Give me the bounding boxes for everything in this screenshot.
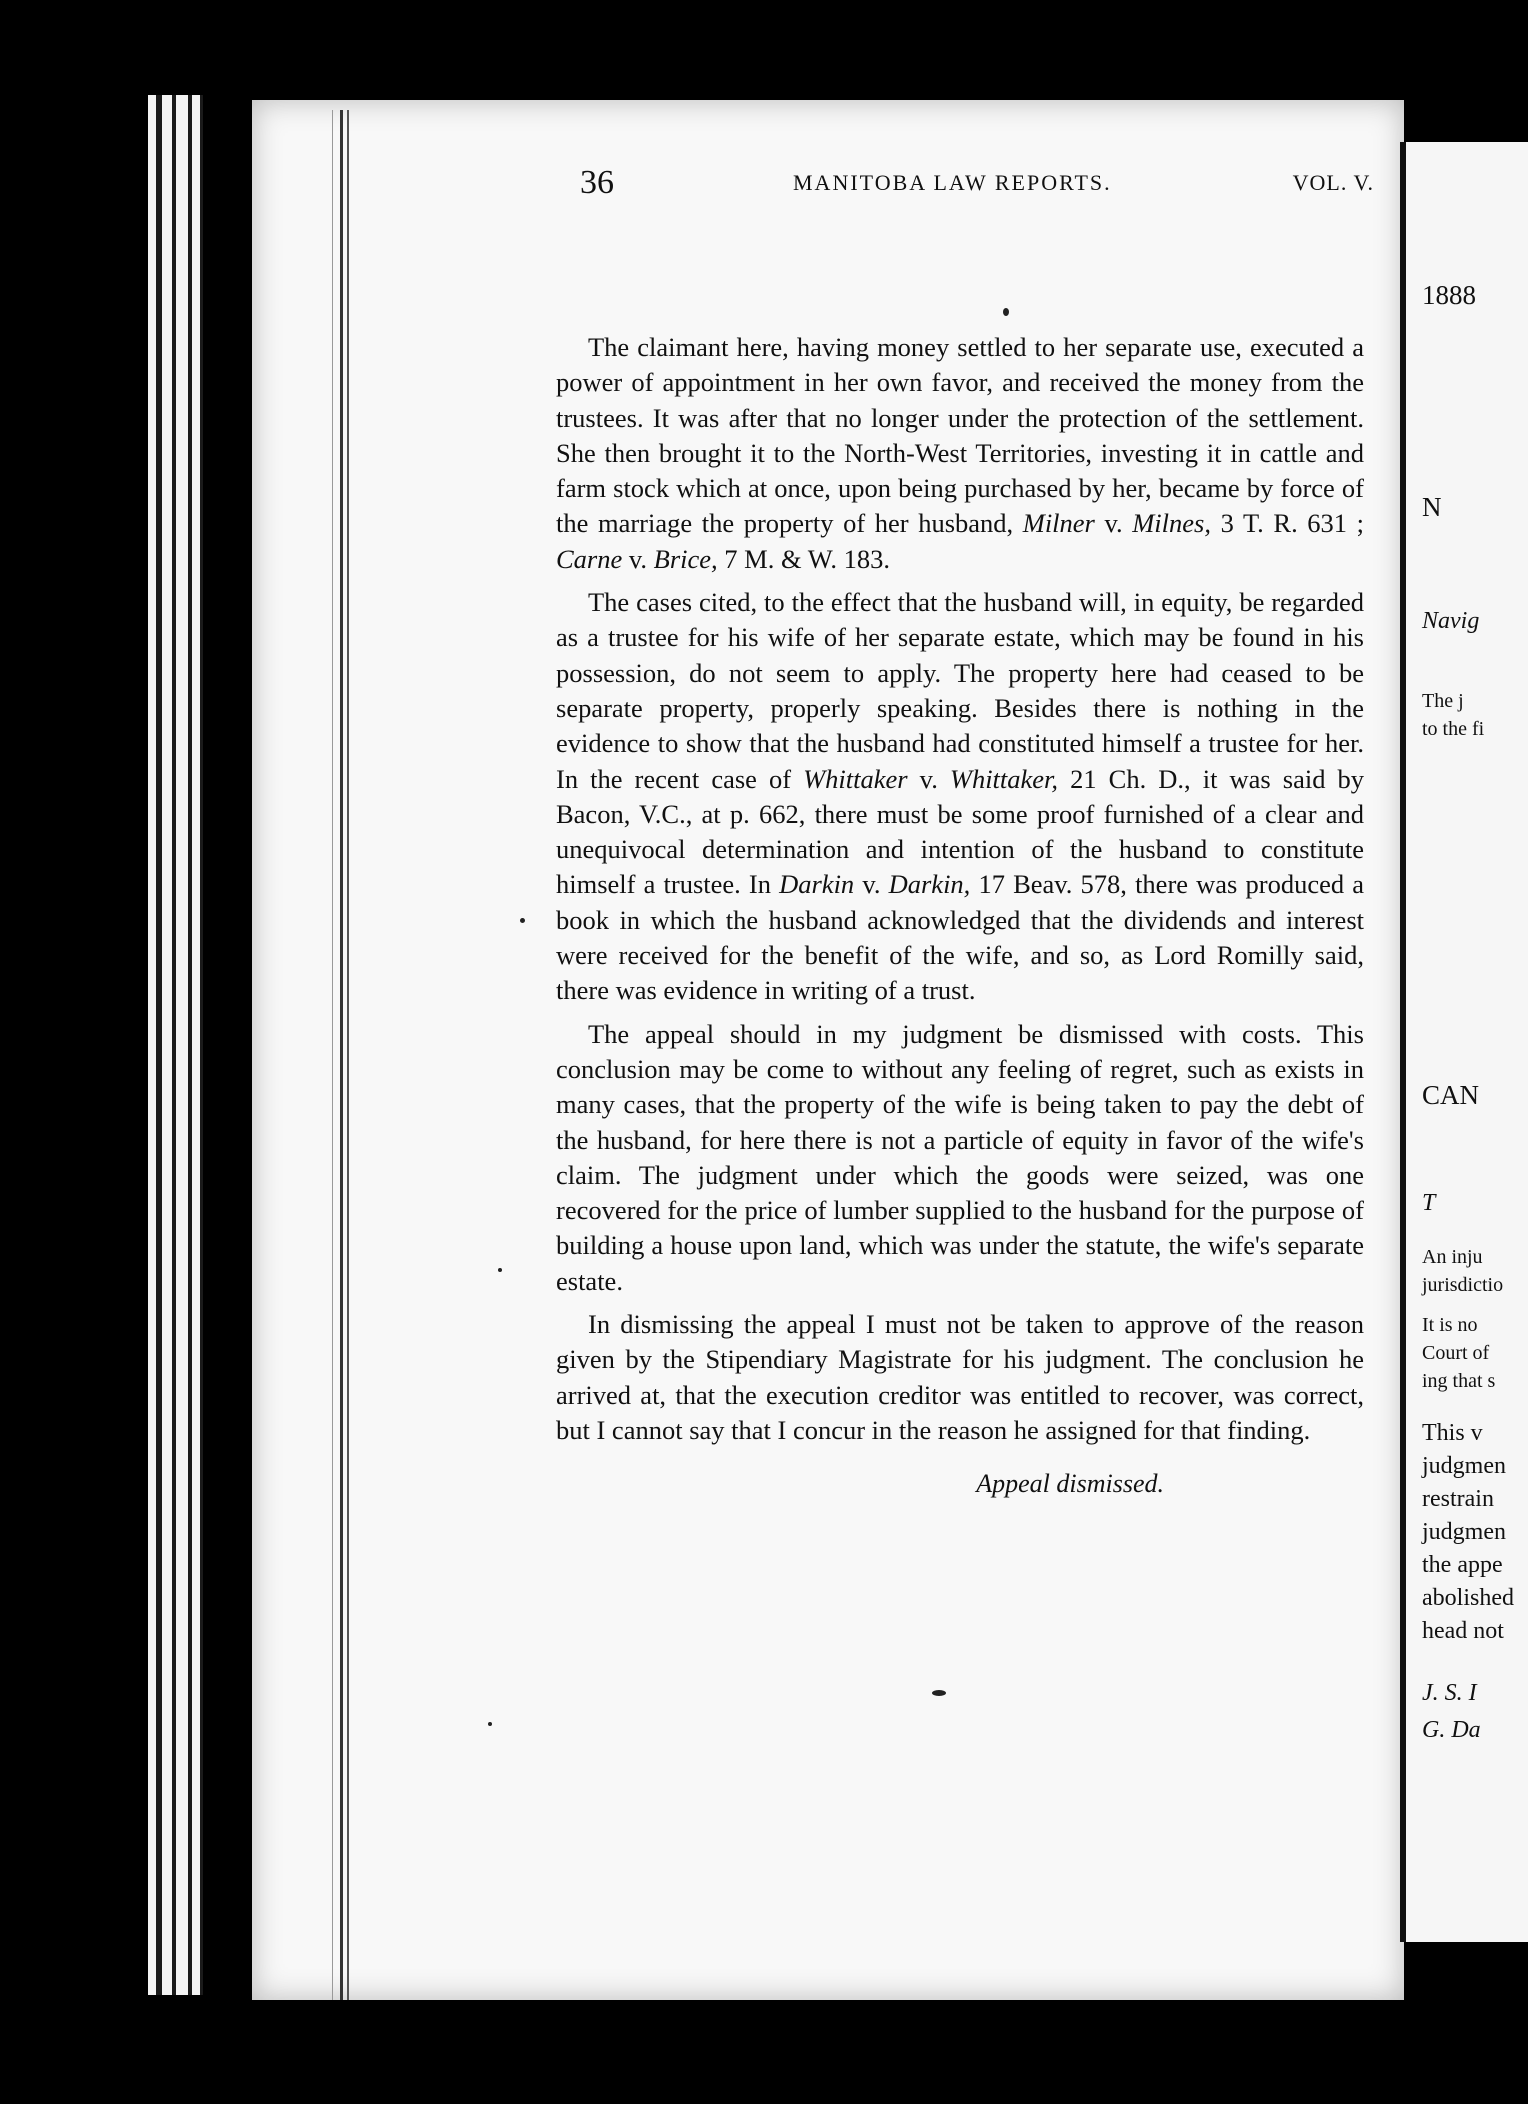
facing-page-text: Navig [1422, 608, 1480, 634]
page-number: 36 [580, 164, 614, 201]
facing-page-text: abolished [1422, 1585, 1514, 1611]
paragraph-text: 3 T. R. 631 ; [1210, 508, 1365, 539]
stacked-page-edges [148, 95, 258, 1995]
paragraph-text: The cases cited, to the effect that the husband will, in equity, be regarded as a trustee for his wife of her separate estate, which may be found in his possession, do not seem to apply. The property here had ceased to be separate property, properly speaking. Besides there is nothing in the evidence to show that the husband had constituted himself a trustee for her. In the recent case of [556, 587, 1364, 794]
case-name-italic: Darkin [779, 869, 855, 900]
case-name-italic: Whittaker [803, 763, 908, 794]
facing-page-text: G. Da [1422, 1717, 1481, 1743]
case-name-italic: Darkin, [888, 869, 971, 900]
paragraph [556, 1017, 1364, 1299]
gutter-line [347, 110, 349, 2000]
page-edge [148, 95, 156, 1995]
case-name-italic: Carne [556, 543, 623, 574]
paragraph-text: 17 Beav. 578, there was produced a book in which the husband acknowledged that the dividends and interest were received for the benefit of the wife, and so, as Lord Romilly said, there was evidence in writing of a trust. [556, 869, 1364, 1006]
facing-page-text: jurisdictio [1422, 1274, 1504, 1296]
paragraph-text: v. [907, 763, 950, 794]
page-edge [162, 95, 172, 1995]
volume-label: VOL. V. [1292, 170, 1374, 195]
paragraph-text: 7 M. & W. 183. [717, 543, 890, 574]
paragraph-text: In dismissing the appeal I must not be taken to approve of the reason given by the Stipendiary Magistrate for his judgment. The conclusion he arrived at, that the execution creditor was entitled to recover, was correct, but I cannot say that I concur in the reason he assigned for that finding. [556, 1309, 1364, 1445]
page-edge [176, 95, 188, 1995]
judgment-body [556, 330, 1364, 1502]
facing-page-text: to the fi [1422, 718, 1485, 740]
journal-title: MANITOBA LAW REPORTS. [793, 170, 1112, 195]
paragraph [556, 330, 1364, 577]
facing-page-text: An inju [1422, 1246, 1483, 1268]
disposition-line: Appeal dismissed. [976, 1469, 1164, 1499]
case-name-italic: Whittaker, [949, 763, 1059, 794]
paragraph-text: v. [854, 869, 889, 900]
page-edge-gap [200, 95, 203, 1995]
paragraph-text: The appeal should in my judgment be dismissed with costs. This conclusion may be come to without any feeling of regret, such as exists in many cases, that the property of the wife is being taken to pay the debt of the husband, for here there is not a particle of equity in favor of the wife's claim. The judgment under which the goods were seized, was one recovered for the price of lumber supplied to the husband for the purpose of building a house upon land, which was under the statute, the wife's separate estate. [556, 1018, 1364, 1296]
facing-page-text: the appe [1422, 1552, 1503, 1578]
facing-page-text: N [1422, 492, 1442, 522]
facing-page-text: 1888 [1422, 280, 1476, 310]
paragraph-list [556, 330, 1364, 1448]
scan-speck [498, 1268, 502, 1272]
running-head [580, 162, 1374, 202]
scan-speck [932, 1690, 946, 1696]
facing-page-text: It is no [1422, 1314, 1478, 1336]
paragraph [556, 1307, 1364, 1448]
case-name-italic: Milner [1022, 508, 1095, 539]
case-name-italic: Brice, [653, 543, 718, 574]
scan-speck [1003, 308, 1009, 316]
case-name-italic: Milnes, [1132, 508, 1211, 539]
facing-page-text: judgmen [1422, 1519, 1506, 1545]
facing-page-fragment [1400, 142, 1528, 1942]
paragraph-text: 21 Ch. D., it was said by Bacon, V.C., at p. 662, there must be some proof furnished of a clear and unequivocal determination and intention of the husband to constitute himself a trustee. In [556, 763, 1364, 900]
facing-page-text: CAN [1422, 1080, 1480, 1110]
facing-page-text: head not [1422, 1618, 1504, 1644]
gutter-line [332, 110, 333, 2000]
scan-speck [520, 918, 525, 923]
paragraph-text: The claimant here, having money settled to her separate use, executed a power of appointment in her own favor, and received the money from the trustees. It was after that no longer under the protection of the settlement. She then brought it to the North-West Territories, investing it in cattle and farm stock which at once, upon being purchased by her, became by force of the marriage the property of her husband, [556, 332, 1364, 539]
paragraph [556, 585, 1364, 1009]
gutter-line [340, 110, 343, 2000]
page-edge [192, 95, 200, 1995]
paragraph-text: v. [622, 543, 654, 574]
facing-page-text: Court of [1422, 1342, 1490, 1364]
paragraph-text: v. [1094, 508, 1133, 539]
facing-page-text: The j [1422, 690, 1464, 712]
facing-page-text: This v [1422, 1420, 1483, 1446]
facing-page-text: restrain [1422, 1486, 1494, 1512]
facing-page-text: J. S. I [1422, 1680, 1477, 1706]
scan-speck [488, 1722, 492, 1726]
facing-page-text: T [1422, 1190, 1436, 1216]
facing-page-text: judgmen [1422, 1453, 1506, 1479]
facing-page-text: ing that s [1422, 1370, 1496, 1392]
